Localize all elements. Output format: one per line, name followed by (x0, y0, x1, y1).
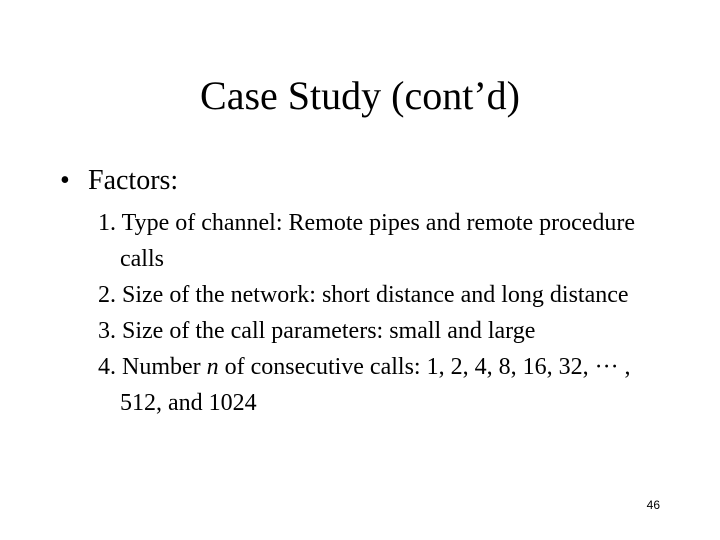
factor-text: Number (122, 354, 207, 380)
bullet-label: Factors: (88, 165, 179, 196)
factor-item-2 (98, 277, 658, 313)
factor-number: 1. (98, 210, 116, 236)
factor-text: Size of the network: short distance and long distance (122, 282, 629, 308)
factor-number: 2. (98, 282, 116, 308)
factor-variable: n (206, 354, 219, 380)
page-number: 46 (646, 498, 660, 512)
factor-number: 3. (98, 318, 116, 344)
factor-list (98, 205, 658, 421)
factor-number: 4. (98, 354, 116, 380)
factor-item-3 (98, 313, 658, 349)
factor-text-rest: of consecutive calls: 1, 2, 4, 8, 16, 32, ··· , 512, and 1024 (120, 354, 631, 416)
slide-title: Case Study (cont’d) (200, 73, 520, 118)
factor-item-4 (98, 349, 658, 421)
bullet-icon: • (60, 165, 70, 196)
factor-text: Size of the call parameters: small and large (122, 318, 536, 344)
factor-text: Type of channel: Remote pipes and remote procedure calls (120, 210, 636, 272)
bullet-factors (60, 163, 178, 199)
factor-item-1 (98, 205, 658, 277)
